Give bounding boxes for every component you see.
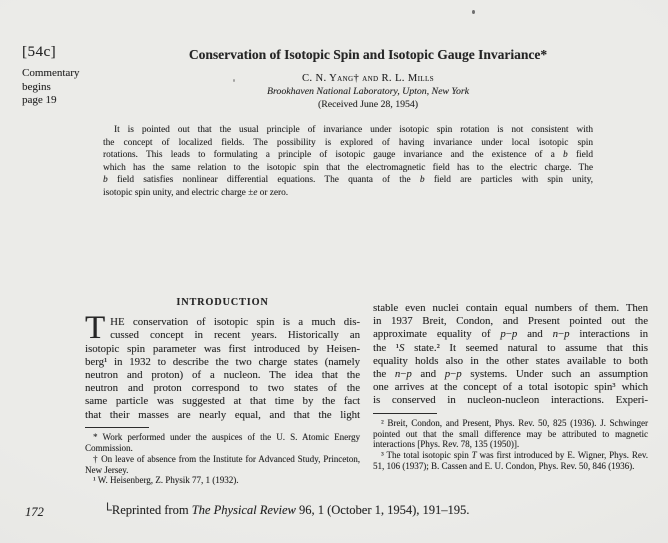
text-line: rotations. This leads to formulating a principle of isotopic gauge invariance and the existence of a b field [103, 150, 593, 161]
text-line: equality holds also in the other states available to both [373, 354, 648, 367]
right-column [373, 296, 648, 486]
text-line: same particle was suggested at that time by the fact [85, 395, 360, 408]
text-line: that their masses are nearly equal, and that the light [85, 408, 360, 421]
journal-name: The Physical Review [191, 503, 296, 517]
margin-annotation [22, 44, 79, 108]
paper-abstract [103, 124, 593, 200]
text-line: neutron and proton correspond to two states of the [85, 382, 360, 395]
text-line: ¹ W. Heisenberg, Z. Physik 77, 1 (1932). [93, 475, 239, 486]
footnote-rule [85, 427, 149, 428]
page-number: 172 [25, 505, 44, 519]
page-footer [0, 503, 668, 529]
paragraph-lines [373, 302, 648, 408]
text-line: neutron and proton) of a nucleon. The idea that the [85, 369, 360, 382]
text-line: Commentary [22, 67, 80, 79]
text-line: HE conservation of isotopic spin is a much dis- [110, 316, 360, 329]
text-line: is conserved in nucleon-nucleon interactions. Experi- [373, 394, 648, 407]
text-line: approximate equality of p−p and n−p interactions in [373, 328, 648, 341]
reprint-note [103, 503, 469, 518]
text-line: the n−p and p−p systems. Under such an assumption [373, 368, 648, 381]
introduction-paragraph [85, 310, 360, 422]
text-line: which has the same relation to the isotopic spin that the electromagnetic field has to the electric charge. The [103, 162, 593, 173]
footnote-rule [373, 413, 437, 414]
text-line: ³ The total isotopic spin T was first introduced by E. Wigner, Phys. Rev. 51, 106 (1937); B. Cassen and E. U. Condon, Phys. Rev. 50, 846 (1936). [373, 450, 648, 472]
paper-title: Conservation of Isotopic Spin and Isotopic Gauge Invariance* [188, 47, 548, 62]
text-line: one arrives at the concept of a total isotopic spin³ which [373, 381, 648, 394]
text-line: berg¹ in 1932 to describe the two charge states (namely [85, 355, 360, 368]
text-line: page 19 [22, 94, 57, 106]
received-date: (Received June 28, 1954) [317, 99, 419, 110]
scan-speck [472, 10, 475, 14]
text-line: isotopic spin unity, and electric charge ±e or zero. [103, 187, 289, 198]
right-footnotes [373, 418, 648, 473]
paragraph-lines [85, 310, 360, 422]
text-line: b field satisfies nonlinear differential equations. The quanta of the b field are particles with spin unity, [103, 175, 594, 186]
reprint-suffix: 96, 1 (October 1, 1954), 191–195. [295, 503, 470, 517]
text-line: stable even nuclei contain equal numbers of them. Then [373, 302, 648, 314]
section-heading-introduction: INTRODUCTION [176, 297, 269, 308]
left-footnotes [85, 432, 360, 487]
text-line: † On leave of absence from the Institute for Advanced Study, Princeton, New Jersey. [85, 453, 360, 475]
left-column [85, 296, 360, 486]
two-column-body [85, 296, 648, 486]
paper-header [90, 47, 646, 110]
text-line: begins [22, 80, 51, 93]
paper-affiliation: Brookhaven National Laboratory, Upton, New York [266, 86, 470, 97]
text-line: * Work performed under the auspices of the U. S. Atomic Energy Commission. [85, 431, 360, 453]
text-line: the concept of localized fields. The possibility is explored of having invariance under local isotopic spin [103, 137, 593, 148]
text-line: the ¹S state.² It seemed natural to assume that this [373, 341, 648, 354]
drop-cap: T [85, 310, 106, 347]
text-line: It is pointed out that the usual principle of invariance under isotopic spin rotation is not consistent with [114, 125, 593, 135]
scan-speck [233, 79, 235, 82]
text-line: cussed concept in recent years. Historically an [110, 329, 360, 342]
reprint-prefix: └Reprinted from [103, 503, 192, 517]
paper-authors: C. N. Yang† and R. L. Mills [302, 73, 434, 84]
text-line: in 1937 Breit, Condon, and Present pointed out the [373, 315, 648, 328]
paper-ref-tag: [54c] [22, 44, 57, 60]
commentary-note [22, 67, 79, 108]
text-line: ² Breit, Condon, and Present, Phys. Rev. 50, 825 (1936). J. Schwinger pointed out that the small difference may be attributed to magnetic interactions [Phys. Rev. 78, 135 (1950)]. [373, 417, 648, 450]
text-line: isotopic spin parameter was first introduced by Heisen- [85, 342, 360, 355]
